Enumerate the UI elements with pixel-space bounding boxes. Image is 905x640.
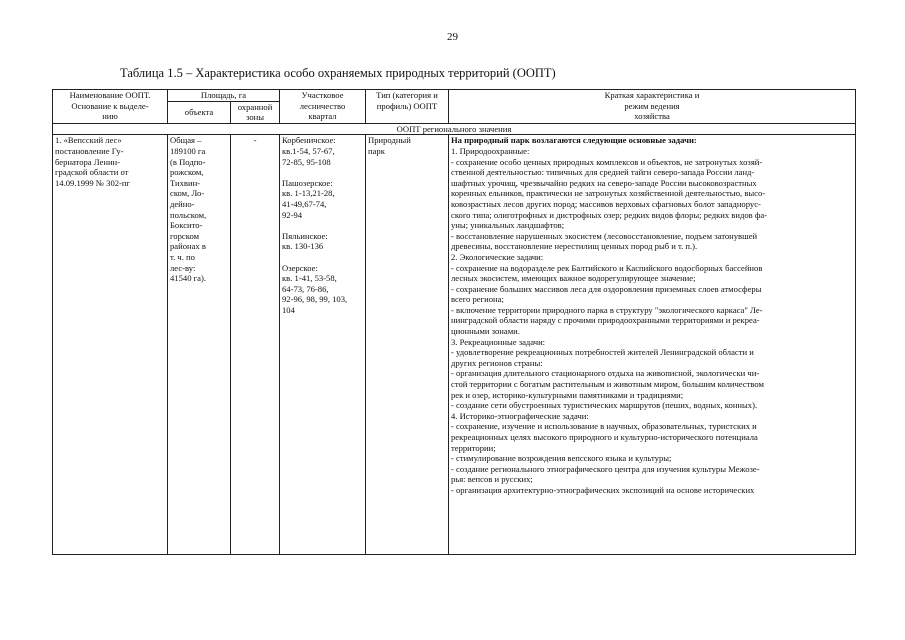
description-line: 3. Рекреационные задачи:	[451, 336, 546, 347]
description-line: 1. Природоохранные:	[451, 145, 530, 156]
description-line: - сохранение, изучение и использование в научных, образовательных, туристских и	[451, 421, 757, 432]
description-line: ственной деятельностью: типичных для средней тайги северо-запада России ланд-	[451, 167, 755, 178]
cell-area-object: Общая – 189100 га (в Подпо- рожском, Тихвин- ском, Ло- дейно- польском, Боксито- горском районах в т. ч. по лес-ву: 41540 га).	[168, 135, 231, 555]
description-line: На природный парк возлагаются следующие основные задачи:	[451, 135, 697, 146]
cell-forestry: Корбеничское: кв.1-54, 57-67, 72-85, 95-108 Пашозерское: кв. 1-13,21-28, 41-49,67-74, 92-94 Пяльинское: кв. 130-136 Озерское: кв. 1-41, 53-58, 64-73, 76-86, 92-96, 98, 99, 103, 104	[280, 135, 366, 555]
table-row	[53, 135, 856, 555]
cell-type: Природный парк	[366, 135, 449, 555]
section-row	[53, 123, 856, 135]
description-line: 4. Историко-этнографические задачи:	[451, 410, 589, 421]
description-line: - организация архитектурно-этнографических экспозиций на основе исторических	[451, 484, 755, 495]
description-line: - восстановление нарушенных экосистем (лесовосстановление, подъем затонувшей	[451, 230, 758, 241]
header-forestry: Участковое лесничество квартал	[280, 90, 366, 124]
description-line: шафтных урочищ, чрезвычайно редких на северо-западе России высоковозрастных	[451, 177, 757, 188]
header-summary: Краткая характеристика и режим ведения хозяйства	[449, 90, 856, 124]
description-line: - сохранение особо ценных природных комплексов и объектов, не затронутых хозяй-	[451, 156, 763, 167]
header-area-protect: охранной зоны	[231, 101, 280, 123]
header-type: Тип (категория и профиль) ООПТ	[366, 90, 449, 124]
header-name: Наименование ООПТ. Основание к выделе- нию	[53, 90, 168, 124]
description-line: рекреационных целях высокого природного и культурно-исторического потенциала	[451, 432, 758, 442]
header-area-object: объекта	[168, 101, 231, 123]
description-line: уны; уникальных ландшафтов;	[451, 220, 565, 231]
description-line: нинградской области наряду с прочими природоохранными территориями и рекреа-	[451, 315, 760, 326]
description-line: лесных экосистем, имеющих важное водорегулирующее значение;	[451, 273, 696, 284]
description-line: рек и озер, историко-культурными памятниками и традициями;	[451, 389, 684, 400]
section-title: ООПТ регионального значения	[53, 123, 856, 135]
description-line: древесины, восстановление нерестилищ ценных пород рыб и т. п.).	[451, 241, 698, 252]
cell-area-protect: -	[231, 135, 280, 555]
description-line: - сохранение больших массивов леса для оздоровления приземных слоев атмосферы	[451, 283, 762, 294]
description-line: всего региона;	[451, 294, 504, 305]
header-area: Площадь, га	[168, 90, 280, 102]
cell-name: 1. «Вепсский лес» постановление Гу- бернатора Ленин- градской области от 14.09.1999 № 302-пг	[53, 135, 168, 555]
description-line: коренных ельников, практически не затронутых хозяйственной деятельностью, высо-	[451, 188, 766, 199]
page-number: 29	[447, 31, 458, 43]
description-line: - создание регионального этнографического центра для изучения культуры Межозе-	[451, 463, 760, 474]
description-line: других регионов страны:	[451, 357, 543, 368]
description-line: - организация длительного стационарного отдыха на живописной, экологически чи-	[451, 368, 760, 379]
oopt-table	[52, 89, 856, 555]
description-line: рья: вепсов и русских;	[451, 474, 533, 485]
table-title: Таблица 1.5 – Характеристика особо охраняемых природных территорий (ООПТ)	[120, 66, 556, 80]
description-line: - удовлетворение рекреационных потребностей жителей Ленинградской области и	[451, 347, 754, 358]
description-line: ского типа; олиготрофных и дистрофных озер; редких видов флоры; редких видов фа-	[451, 209, 768, 220]
description-line: - создание сети обустроенных туристических маршрутов (пеших, водных, конных).	[451, 400, 758, 411]
description-line: 2. Экологические задачи:	[451, 251, 544, 262]
description-line: территории;	[451, 442, 496, 453]
description-line: ковозрастных лесов других пород; массивов верховых сфагновых болот западноруc-	[451, 198, 761, 209]
cell-description	[449, 135, 856, 555]
description-line: ционными зонами.	[451, 326, 520, 337]
description-line: стой территории с богатым растительным и животным миром, большим количеством	[451, 379, 764, 390]
description-line: - включение территории природного парка в структуру "экологического каркаса" Ле-	[451, 304, 763, 315]
description-line: - сохранение на водоразделе рек Балтийского и Каспийского водосборных бассейнов	[451, 262, 763, 273]
header-row-1	[53, 90, 856, 102]
description-line: - стимулирование возрождения вепсского языка и культуры;	[451, 453, 672, 464]
